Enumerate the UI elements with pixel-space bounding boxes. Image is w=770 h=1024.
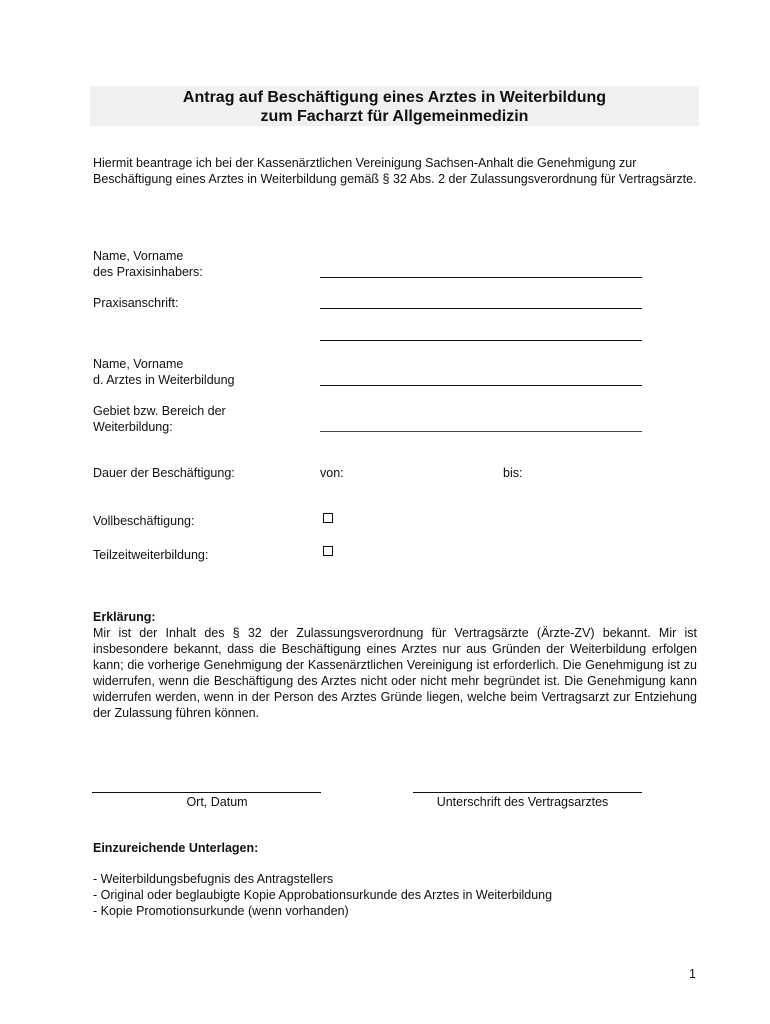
unterlagen-heading: Einzureichende Unterlagen: [93,841,259,855]
document-title-line2: zum Facharzt für Allgemeinmedizin [260,108,529,125]
bis-label: bis: [503,466,523,480]
unterschrift-label: Unterschrift des Vertragsarztes [436,795,609,809]
teilzeit-checkbox[interactable] [323,546,333,556]
praxisinhaber-label-line2: des Praxisinhabers: [93,265,203,279]
arzt-input-line[interactable] [320,385,642,386]
praxisanschrift-input-line-2[interactable] [320,340,642,341]
dauer-label: Dauer der Beschäftigung: [93,466,235,480]
arzt-label-line2: d. Arztes in Weiterbildung [93,373,235,387]
von-label: von: [320,466,344,480]
praxisanschrift-label: Praxisanschrift: [93,296,179,310]
arzt-label-line1: Name, Vorname [93,357,184,371]
vollbeschaeftigung-checkbox[interactable] [323,513,333,523]
page-number: 1 [689,967,696,981]
praxisinhaber-label-line1: Name, Vorname [93,249,184,263]
erklaerung-text: Mir ist der Inhalt des § 32 der Zulassungsverordnung für Vertragsärzte (Ärzte-ZV) bekannt. Mir ist insbesondere bekannt, dass die Beschäftigung eines Arztes nur aus Gründen der Weiterbildung erfolgen kann; die vorherige Genehmigung der Kassenärztlichen Vereinigung ist erforderlich. Die Genehmigung ist zu widerrufen, wenn die Beschäftigung des Arztes nicht oder nicht mehr begründet ist. Die Genehmigung kann widerrufen werden, wenn in der Person des Arztes Gründe liegen, welche beim Vertragsarzt zur Entziehung der Zulassung führen können. [93,626,697,720]
erklaerung-heading: Erklärung: [93,610,156,624]
gebiet-label-line2: Weiterbildung: [93,420,173,434]
praxisinhaber-input-line[interactable] [320,277,642,278]
document-title-line1: Antrag auf Beschäftigung eines Arztes in Weiterbildung [182,89,607,106]
unterschrift-line[interactable] [413,792,642,793]
vollbeschaeftigung-label: Vollbeschäftigung: [93,514,195,528]
praxisanschrift-input-line-1[interactable] [320,308,642,309]
list-item: - Original oder beglaubigte Kopie Approbationsurkunde des Arztes in Weiterbildung [93,888,553,902]
ort-datum-label: Ort, Datum [186,795,248,809]
gebiet-label-line1: Gebiet bzw. Bereich der [93,404,226,418]
intro-paragraph: Hiermit beantrage ich bei der Kassenärztlichen Vereinigung Sachsen-Anhalt die Genehmigung zur Beschäftigung eines Arztes in Weiterbildung gemäß § 32 Abs. 2 der Zulassungsverordnung für Vertragsärzte. [93,156,697,186]
ort-datum-line[interactable] [92,792,321,793]
list-item: - Kopie Promotionsurkunde (wenn vorhanden) [93,904,349,918]
teilzeit-label: Teilzeitweiterbildung: [93,548,209,562]
unterlagen-list [93,871,552,919]
list-item: - Weiterbildungsbefugnis des Antragstellers [93,872,334,886]
gebiet-input-line[interactable] [320,431,642,432]
